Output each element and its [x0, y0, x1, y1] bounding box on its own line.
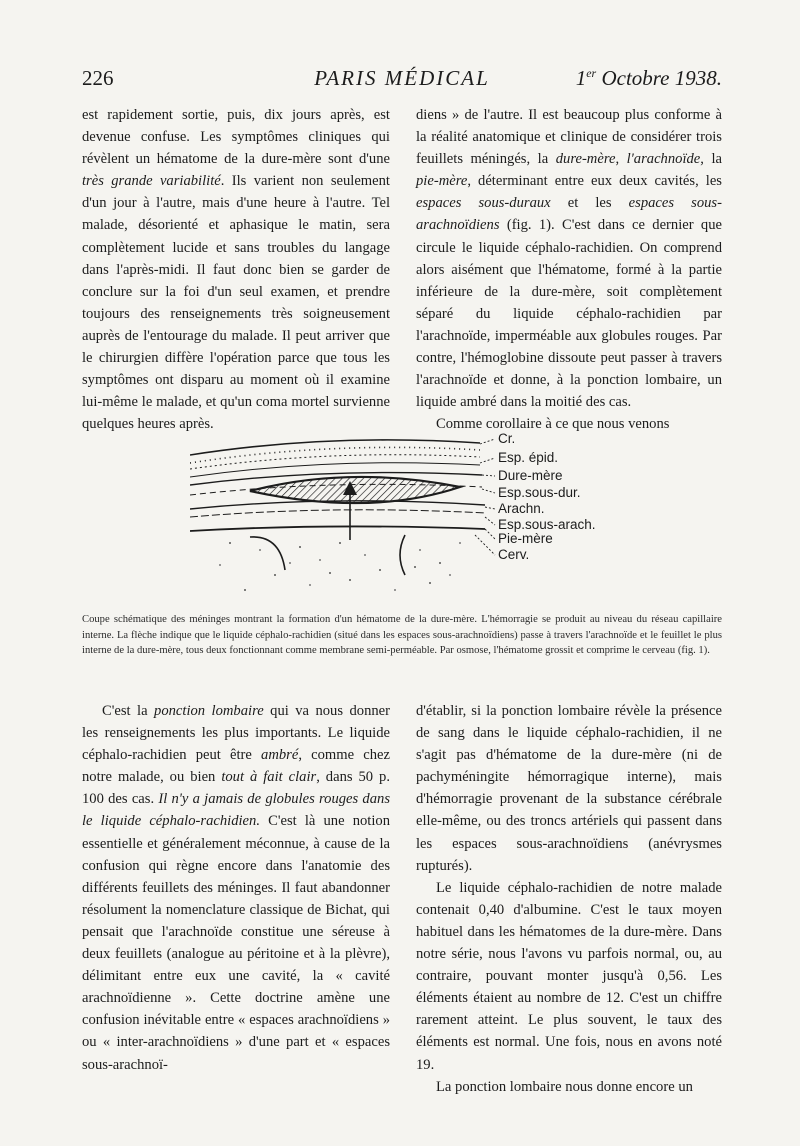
text-run: C'est là une notion essentielle et généralement méconnue, à cause de la confusion qui règne encore dans l'anatomie des différents feuillets des méninges. Il faut abandonner résolument la nomenclature classique de Bichat, qui pensait que l'arachnoïde constitue une séreuse à deux feuillets (analogue au péritoine et à la plèvre), délimitant entre eux une cavité, la « cavité arachnoïdienne ». Cette doctrine amène une confusion inévitable entre « espaces arachnoïdiens » ou « inter-arachnoïdiens » d'une part et « espaces sous-arachnoï-: [82, 813, 391, 1073]
hematoma: [250, 477, 460, 503]
issue-date-day: 1: [575, 66, 587, 90]
paragraph: [416, 700, 722, 877]
italic-text: très grande variabilité: [82, 173, 221, 190]
text-run: , comme chez notre malade, ou bien: [82, 747, 390, 786]
figure-label: Pie-mère: [498, 531, 553, 546]
figure-label: Cerv.: [498, 547, 530, 562]
text-run: est rapidement sortie, puis, dix jours après, est devenue confuse. Les symptômes cliniques qui révèlent un hématome de la dure-mère sont d'une: [82, 107, 390, 168]
paragraph: [416, 877, 722, 1076]
column-bottom-right: [416, 700, 722, 1098]
issue-date: [576, 66, 722, 91]
text-run: La ponction lombaire nous donne encore un: [436, 1078, 693, 1095]
page-number: 226: [82, 66, 114, 90]
figure-label: Esp. épid.: [498, 450, 559, 465]
text-run: d'établir, si la ponction lombaire révèle la présence de sang dans le liquide céphalo-rachidien, il ne s'agit pas d'hématome de la dure-mère (ni de pachyméningite hémorragique interne), mais d'hémorragie provenant de la substance cérébrale elle-même, ou des troncs artériels qui passent dans les espaces sous-arachnoïdiens (anévrysmes rupturés).: [416, 703, 722, 874]
column-top-left: [82, 104, 390, 435]
text-run: qui va nous donner les renseignements les plus importants. Le liquide céphalo-rachidien peut être: [82, 703, 391, 764]
italic-text: ponction lombaire: [154, 703, 264, 719]
italic-text: espaces sous-duraux: [416, 195, 551, 212]
journal-title: PARIS MÉDICAL: [314, 66, 490, 90]
text-run: ,: [615, 151, 627, 168]
text-run: et les: [550, 195, 629, 212]
column-bottom-left: [82, 700, 390, 1076]
paragraph: [82, 104, 390, 435]
italic-text: espaces sous-arachnoïdiens: [416, 195, 722, 234]
page-header: [82, 66, 722, 96]
figure-caption: Coupe schématique des méninges montrant la formation d'un hématome de la dure-mère. L'hémorragie se produit au niveau du réseau capillaire interne. La flèche indique que le liquide céphalo-rachidien (situé dans les espaces sous-arachnoïdiens) passe à travers l'arachnoïde et le feuillet le plus interne de la dure-mère, tous deux fonctionnant comme membrane semi-perméable. Par osmose, l'hématome grossit et comprime le cerveau (fig. 1).: [82, 614, 722, 657]
meninges-diagram: [190, 425, 620, 605]
figure-label: Dure-mère: [498, 468, 563, 483]
text-run: (fig. 1). C'est dans ce dernier que circule le liquide céphalo-rachidien. On comprend alors aisément que l'hématome, formé à la partie inférieure de la dure-mère, soit complètement séparé du liquide céphalo-rachidien par l'arachnoïde, imperméable aux globules rouges. Par contre, l'hémoglobine dissoute peut passer à travers l'arachnoïde et donne, à la ponction lombaire, un liquide ambré dans la moitié des cas.: [416, 217, 722, 411]
skull-layer: [190, 440, 480, 455]
paragraph: [416, 1076, 722, 1098]
paragraph: [416, 104, 722, 413]
text-run: Le liquide céphalo-rachidien de notre malade contenait 0,40 d'albumine. C'est le taux moyen habituel dans les hématomes de la dure-mère. Dans notre série, nous l'avons vu parfois normal, ou, au contraire, pouvant monter jusqu'à 0,56. Les éléments étaient au nombre de 12. C'est un chiffre rarement atteint. Le plus souvent, le taux des éléments est normal. Une fois, nous en avons noté 19.: [416, 879, 722, 1073]
italic-text: ambré: [261, 747, 299, 764]
figure-label: Cr.: [498, 431, 516, 446]
italic-text: dure-mère: [555, 151, 616, 168]
italic-text: tout à fait clair: [221, 769, 317, 786]
brain-surface: [250, 537, 285, 570]
issue-date-rest: Octobre 1938.: [596, 66, 722, 90]
figure-label: Esp.sous-arach.: [498, 517, 596, 532]
meninges-figure: [190, 425, 620, 605]
text-run: , dans 50 p. 100 des cas.: [82, 769, 391, 808]
italic-text: pie-mère: [416, 173, 468, 190]
italic-text: l'arachnoïde: [626, 151, 701, 168]
paragraph: [82, 700, 390, 1076]
issue-date-suffix: er: [586, 66, 597, 80]
text-run: , déterminant entre eux deux cavités, les: [467, 173, 722, 190]
column-top-right: [416, 104, 722, 435]
italic-text: Il n'y a jamais de globules rouges dans le liquide céphalo-rachidien.: [82, 791, 390, 830]
text-run: . Ils varient non seulement d'un jour à l'autre, mais d'une heure à l'autre. Tel malade, désorienté et aphasique le matin, sera complètement lucide et sans troubles du langage dans l'après-midi. Il faut donc bien se garder de conclure sur la foi d'un seul examen, et prendre toujours des renseignements très soigneusement auprès de l'entourage du malade. Il peut arriver que le chirurgien diffère l'opération parce que tous les symptômes ont disparu au moment où il examine lui-même le malade, et qu'un coma mortel survienne quelques heures après.: [82, 173, 390, 433]
figure-label: Esp.sous-dur.: [498, 485, 581, 500]
figure-label: Arachn.: [498, 501, 545, 516]
text-run: Comme corollaire à ce que nous venons: [436, 416, 670, 433]
text-run: , la: [700, 151, 722, 168]
epidural-layer: [190, 463, 480, 477]
pia-layer: [190, 526, 485, 531]
text-run: diens » de l'autre. Il est beaucoup plus conforme à la réalité anatomique et clinique de considérer trois feuillets méningés, la: [416, 107, 722, 168]
text-run: C'est la: [102, 703, 155, 719]
